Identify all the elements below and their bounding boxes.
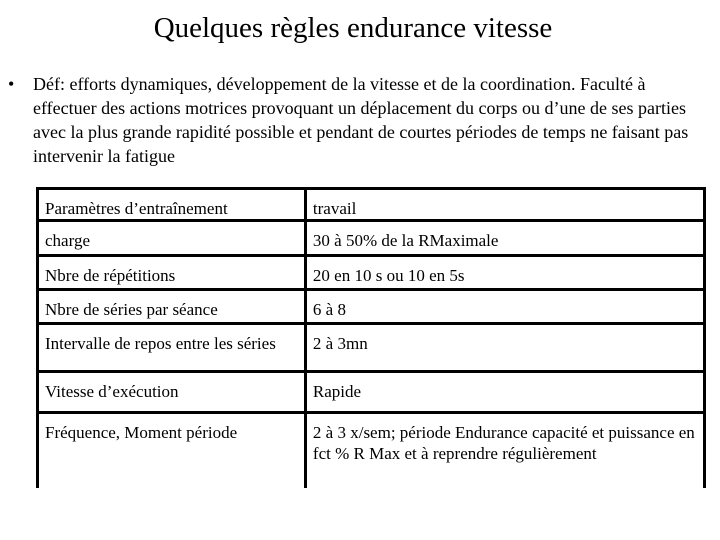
table-cell-value: 6 à 8 — [305, 290, 704, 324]
table-cell-value: Rapide — [305, 372, 704, 413]
table-row — [38, 221, 705, 256]
training-parameters-table — [36, 187, 706, 488]
bullet-marker: • — [8, 74, 15, 94]
definition-text: Déf: efforts dynamiques, développement de la vitesse et de la coordination. Faculté à effectuer des actions motrices provoquant un déplacement du corps ou d’une de ses parties avec la plus grande rapidité possible et pendant de courtes périodes de temps ne faisant pas intervenir la fatigue — [33, 74, 689, 166]
definition-bullet — [8, 72, 708, 168]
slide-title: Quelques règles endurance vitesse — [153, 12, 553, 44]
table-cell-parameter: Paramètres d’entraînement — [38, 189, 306, 221]
table-cell-value: 30 à 50% de la RMaximale — [305, 221, 704, 256]
table-cell-value: 2 à 3 x/sem; période Endurance capacité et puissance en fct % R Max et à reprendre régulièrement — [305, 413, 704, 488]
table-row — [38, 413, 705, 488]
table-cell-value: 20 en 10 s ou 10 en 5s — [305, 256, 704, 290]
table-cell-parameter: Fréquence, Moment période — [38, 413, 306, 488]
table-cell-parameter: Intervalle de repos entre les séries — [38, 324, 306, 372]
table-cell-value: travail — [305, 189, 704, 221]
table-header-row — [38, 189, 705, 221]
table-row — [38, 372, 705, 413]
table-cell-value: 2 à 3mn — [305, 324, 704, 372]
table-cell-parameter: Nbre de séries par séance — [38, 290, 306, 324]
table-row — [38, 256, 705, 290]
table-cell-parameter: Vitesse d’exécution — [38, 372, 306, 413]
table-cell-parameter: charge — [38, 221, 306, 256]
table-row — [38, 290, 705, 324]
table-row — [38, 324, 705, 372]
table-cell-parameter: Nbre de répétitions — [38, 256, 306, 290]
